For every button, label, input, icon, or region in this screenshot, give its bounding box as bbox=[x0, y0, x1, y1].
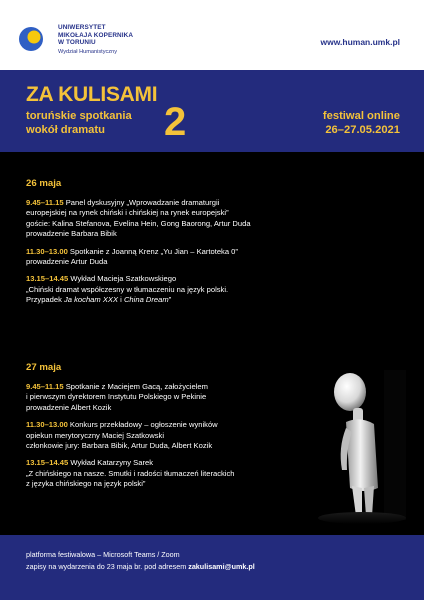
festival-dates: 26–27.05.2021 bbox=[325, 123, 400, 136]
event-detail: „Chiński dramat współczesny w tłumaczeniu na język polski. bbox=[26, 284, 229, 294]
event-item bbox=[26, 458, 316, 489]
mannequin-figure-illustration bbox=[316, 370, 406, 530]
event-detail: z języka chińskiego na język polski” bbox=[26, 479, 146, 489]
event-time: 13.15–14.45 bbox=[26, 458, 69, 468]
header bbox=[0, 0, 424, 70]
event-detail: goście: Kalina Stefanova, Evelina Hein, Gong Baorong, Artur Duda bbox=[26, 218, 251, 228]
event-item bbox=[26, 382, 316, 413]
event-time: 9.45–11.15 bbox=[26, 198, 64, 207]
subtitle-line: wokół dramatu bbox=[26, 123, 105, 136]
registration-text: zapisy na wydarzenia do 23 maja br. pod adresem bbox=[26, 561, 189, 571]
event-detail-text: i bbox=[118, 295, 124, 305]
play-title: China Dream bbox=[123, 295, 169, 305]
event-time: 11.30–13.00 bbox=[26, 246, 68, 256]
event-item bbox=[26, 247, 316, 268]
festival-info bbox=[323, 110, 400, 137]
event-detail: opiekun merytoryczny Maciej Szatkowski bbox=[26, 430, 165, 440]
event-title: Spotkanie z Maciejem Gacą, założycielem bbox=[63, 382, 208, 391]
event-detail: prowadzenie Artur Duda bbox=[26, 257, 108, 267]
platform-info: platforma festiwalowa – Microsoft Teams / Zoom bbox=[26, 550, 180, 559]
event-detail: członkowie jury: Barbara Bibik, Artur Duda, Albert Kozik bbox=[26, 441, 213, 451]
festival-label: festiwal online bbox=[322, 110, 400, 122]
subtitle-line: toruńskie spotkania bbox=[26, 110, 132, 122]
university-name-line: W TORUNIU bbox=[58, 39, 96, 47]
event-title: Konkurs przekładowy – ogłoszenie wyników bbox=[67, 420, 218, 430]
event-detail-text: ” bbox=[168, 295, 172, 305]
event-time: 9.45–11.15 bbox=[26, 382, 64, 391]
festival-title: ZA KULISAMI bbox=[26, 83, 158, 106]
event-time: 13.15–14.45 bbox=[26, 274, 69, 284]
department-name: Wydział Humanistyczny bbox=[58, 48, 118, 55]
event-detail: prowadzenie Albert Kozik bbox=[26, 402, 112, 412]
edition-number: 2 bbox=[164, 100, 187, 144]
event-detail-text: Przypadek bbox=[26, 295, 64, 305]
event-title: Panel dyskusyjny „Wprowadzanie dramaturgii bbox=[63, 198, 220, 207]
event-title: Wykład Katarzyny Sarek bbox=[68, 458, 153, 468]
university-name-line: MIKOŁAJA KOPERNIKA bbox=[58, 31, 134, 39]
festival-subtitle bbox=[26, 110, 132, 137]
website-link[interactable]: www.human.umk.pl bbox=[320, 37, 400, 47]
play-title: Ja kocham XXX bbox=[64, 295, 119, 305]
registration-email-link[interactable]: zakulisami@umk.pl bbox=[188, 561, 255, 571]
day-heading: 26 maja bbox=[26, 178, 62, 189]
event-item bbox=[26, 274, 316, 305]
event-detail: „Z chińskiego na nasze. Smutki i radości tłumaczeń literackich bbox=[26, 468, 235, 478]
registration-info bbox=[26, 561, 406, 573]
university-name-line: UNIWERSYTET bbox=[58, 24, 106, 31]
event-title: Spotkanie z Joanną Krenz „Yu Jian – Kartoteka 0” bbox=[67, 246, 238, 256]
event-detail: prowadzenie Barbara Bibik bbox=[26, 229, 117, 239]
event-detail: i pierwszym dyrektorem Instytutu Polskiego w Pekinie bbox=[26, 392, 207, 402]
event-item bbox=[26, 198, 316, 240]
event-time: 11.30–13.00 bbox=[26, 420, 68, 430]
university-name bbox=[58, 24, 198, 56]
event-detail: europejskiej na rynek chiński i chińskiej na rynek europejski” bbox=[26, 208, 229, 218]
event-title: Wykład Macieja Szatkowskiego bbox=[68, 274, 177, 284]
university-logo-icon bbox=[18, 26, 44, 52]
day-heading: 27 maja bbox=[26, 362, 62, 373]
event-detail-italic bbox=[26, 295, 316, 305]
day-block bbox=[26, 362, 316, 497]
footer-info bbox=[26, 549, 406, 572]
event-item bbox=[26, 420, 316, 451]
day-block bbox=[26, 178, 316, 313]
